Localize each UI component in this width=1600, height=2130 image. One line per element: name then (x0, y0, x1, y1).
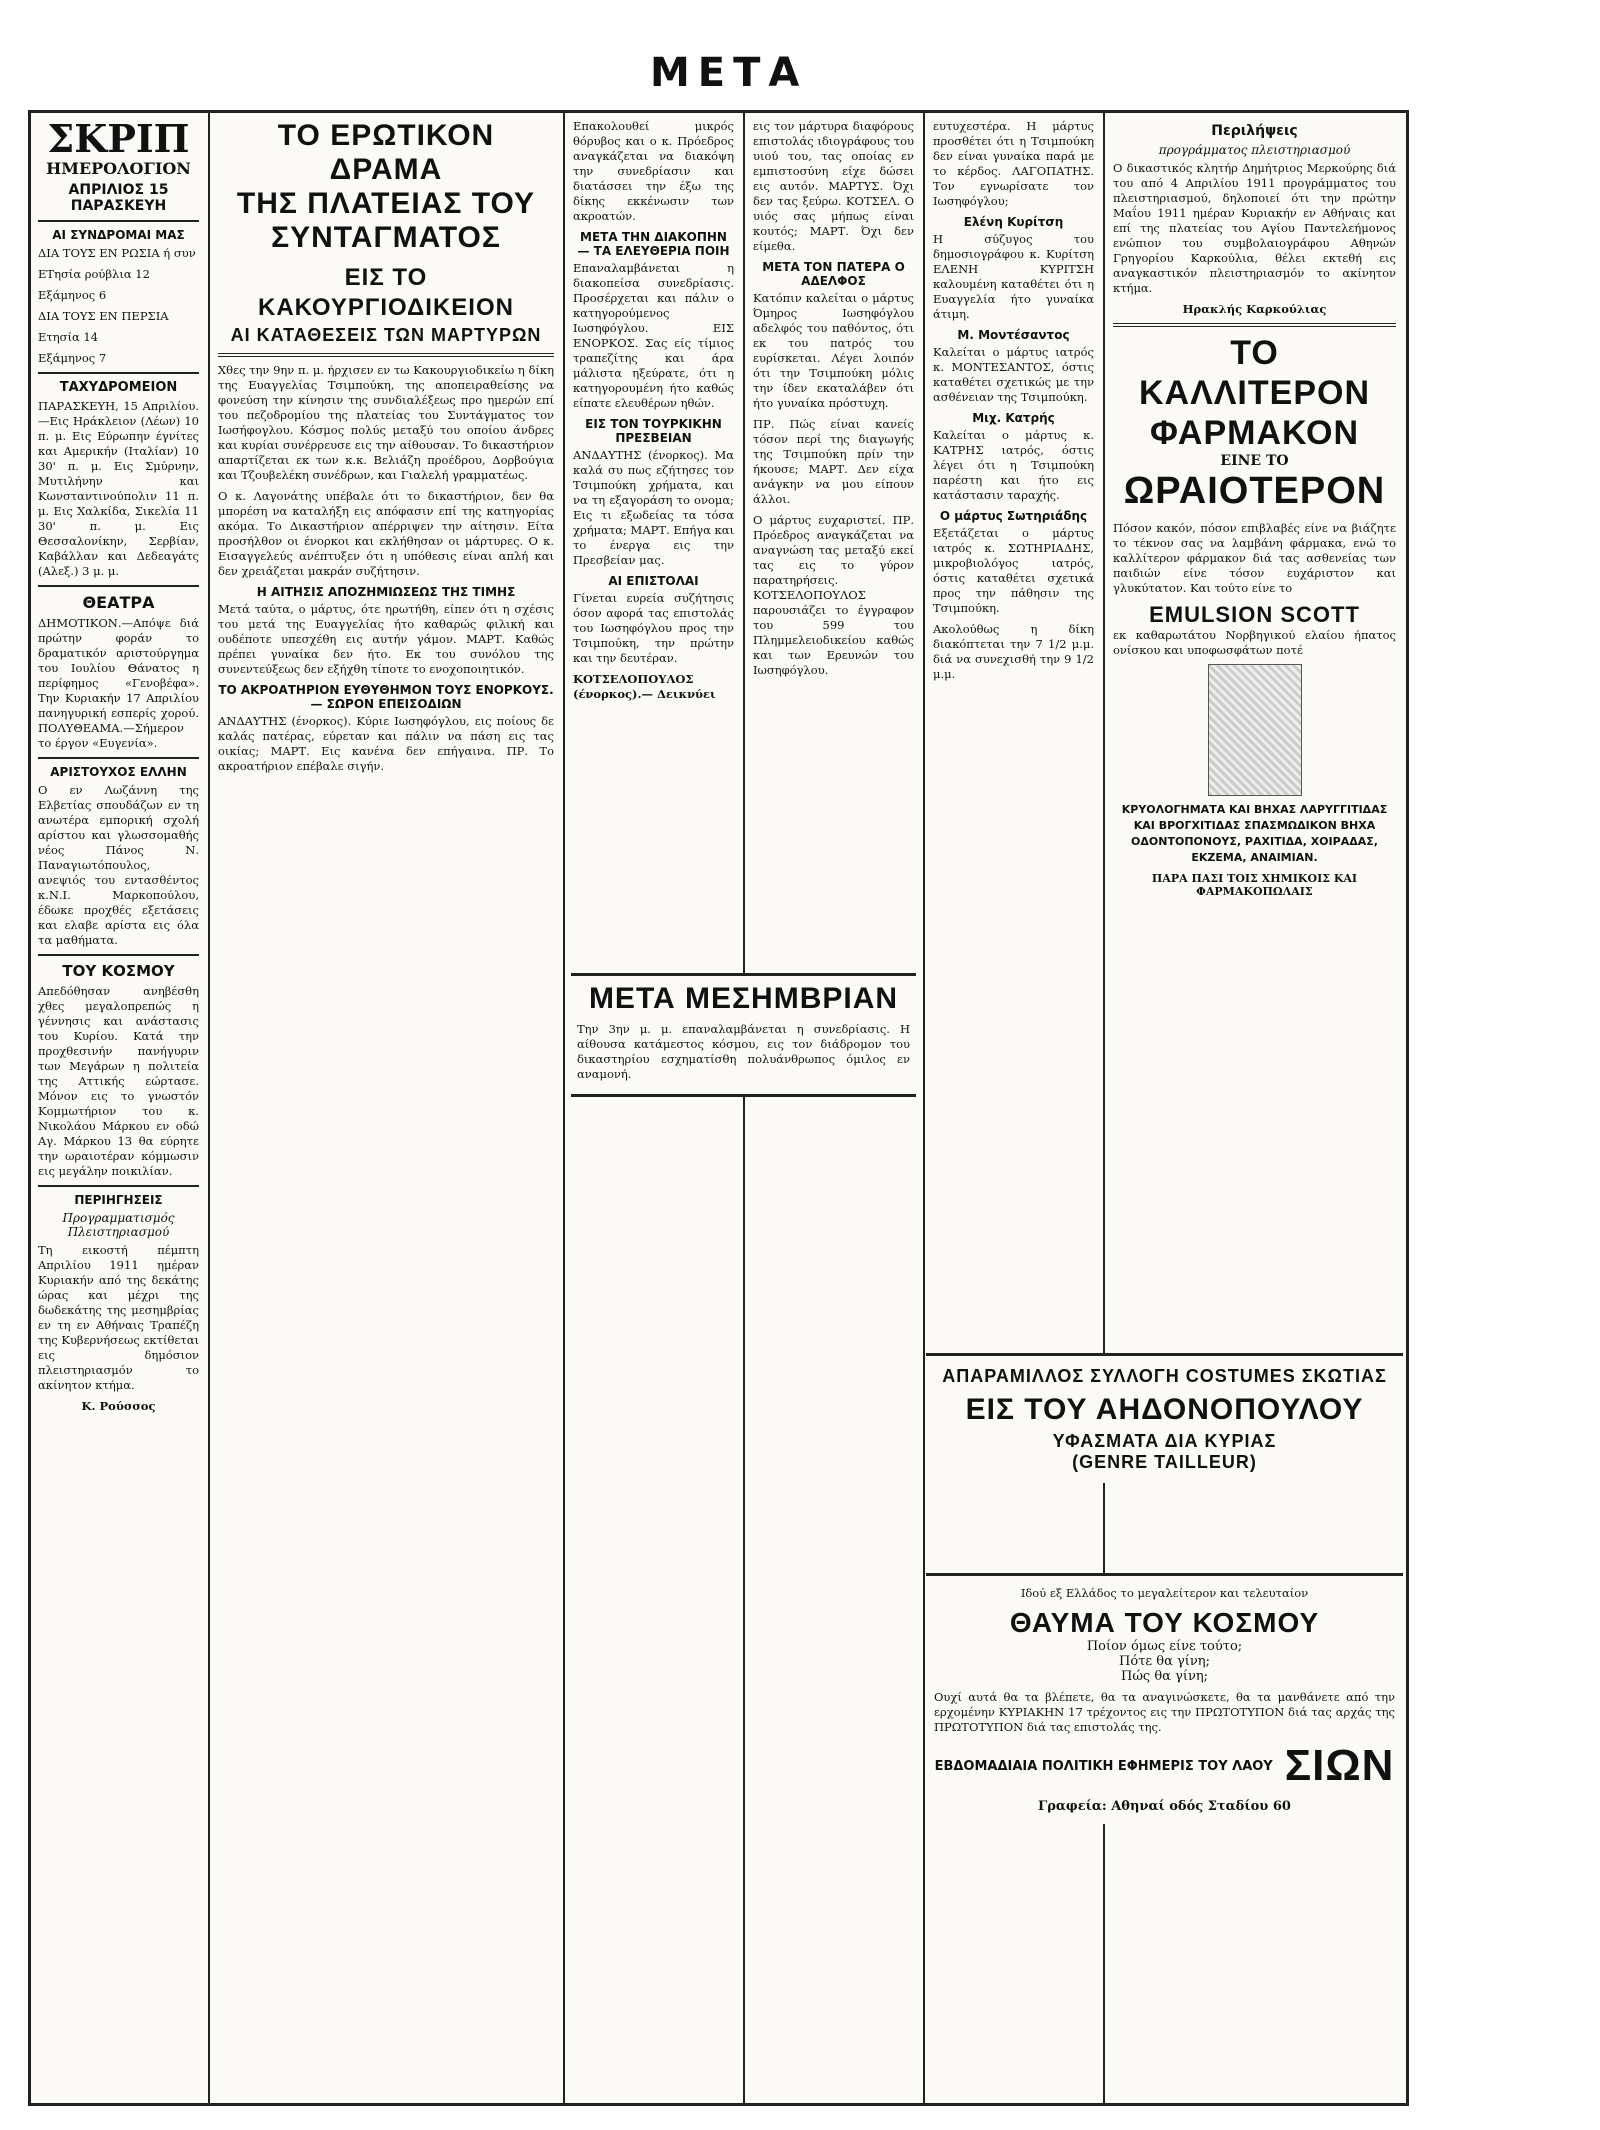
article-paragraph: Μετά ταύτα, ο μάρτυς, ότε ηρωτήθη, είπεν ότι η σχέσις του μετά της Ευαγγελίας ήτο καθαρώς φιλική και ουδέποτε υπεσχέθη εις αυτήν γάμον. ΜΑΡΤ. Καθώς πρέπει γυναίκα δεν ήτο. Εκ του συνόλου της συνεντεύξεως δεν εξήχθη τίποτε το ενοχοποιητικόν. (218, 602, 554, 676)
world-text: Απεδόθησαν ανηβέσθη χθες μεγαλοπρεπώς η γέννησις και ανάστασις του Κυρίου. Κατά την προχθεσινήν πανήγυριν των Μεγάρων η πολιτεία της Αττικής εώρτασε. Μόνον εις το γνωστόν Κομμωτήριον του κ. Νικολάου Μάρκου εν οδώ Αγ. Μάρκου 13 θα εύρητε την ωραιοτέραν κόμμωσιν εις μεγάλην ποικιλίαν. (38, 984, 199, 1178)
ad-question: Πώς θα γίνη; (1120, 1669, 1209, 1684)
column-3 (566, 113, 741, 2103)
series-heading: ΠΕΡΙΗΓΗΣΕΙΣ (74, 1193, 163, 1207)
ad-question: Ποίον όμως είνε τούτο; (1086, 1639, 1243, 1654)
ad-text: Πόσον κακόν, πόσον επιβλαβές είνε να βιάζητε το τέκνον σας να λαμβάνη φάρμακα, ενώ το καλλίτερον φάρμακον διά τας ασθενείας των παιδιών είνε τόσον ευχάριστον και γλυκύτατον. Και τούτο είνε το (1113, 521, 1396, 595)
fisherman-illustration (1208, 664, 1302, 796)
article-paragraph: ΑΝΔΑΥΤΗΣ (ένορκος). Κύριε Ιωσηφόγλου, εις ποίους δε καλάς πατέρας, εύρεταν και πάλιν να πάση εις τας οικίας; ΜΑΡΤ. Εις κανένα δεν επήγαινα. ΠΡ. Το ακροατήριον επέβαλε σιγήν. (218, 714, 554, 773)
ad-footer: ΠΑΡΑ ΠΑΣΙ ΤΟΙΣ ΧΗΜΙΚΟΙΣ ΚΑΙ ΦΑΡΜΑΚΟΠΩΛΑΙΣ (1151, 872, 1358, 898)
notice-heading: Περιλήψεις (1211, 123, 1298, 139)
ad-text-2: εκ καθαρωτάτου Νορβηγικού ελαίου ήπατος ονίσκου και υποφωσφάτων ποτέ (1113, 628, 1396, 657)
signature: ΚΟΤΣΕΛΟΠΟΥΛΟΣ (ένορκος).— Δεικνύει (573, 672, 716, 701)
article-paragraph: Καλείται ο μάρτυς κ. ΚΑΤΡΗΣ ιατρός, όστις λέγει ότι η Τσιμπούκη παρέστη και ήτο εις κατάστασιν ταραχής. (933, 428, 1094, 502)
ad-question: Πότε θα γίνη; (1119, 1654, 1210, 1669)
afternoon-heading-block (571, 973, 916, 1097)
ad-line: ΥΦΑΣΜΑΤΑ ΔΙΑ ΚΥΡΙΑΣ (1052, 1431, 1277, 1451)
column-4 (746, 113, 921, 2103)
notice-sub: προγράμματος πλειστηριασμού (1158, 143, 1351, 157)
wonder-ad (926, 1573, 1403, 1824)
paper-subtitle: ΗΜΕΡΟΛΟΓΙΟΝ (46, 159, 191, 178)
column-1 (31, 113, 206, 2103)
ad-title-2: ΩΡΑΙΟΤΕΡΟΝ (1123, 470, 1386, 512)
article-paragraph: Επαναλαμβάνεται η διακοπείσα συνεδρίασις. Προσέρχεται και πάλιν ο κατηγορούμενος Ιωσηφόγλου. ΕΙΣ ΕΝΟΡΚΟΣ. Σας είς τίμιος τραπεζίτης και άρα μάλιστα ηξεύρατε, ότι η κατηγορουμένη ήτο καθώς είπατε ελευθέρων ηθών. (573, 261, 734, 410)
section-heading: ΜΕΤΑ ΤΟΝ ΠΑΤΕΡΑ Ο ΑΔΕΛΦΟΣ (762, 260, 905, 288)
column-2 (211, 113, 561, 2103)
ad-paper-name: ΣΙΩΝ (1284, 1741, 1395, 1790)
subscriptions-line: ΔΙΑ ΤΟΥΣ ΕΝ ΠΕΡΣΙΑ (38, 309, 169, 323)
ad-brand: EMULSION SCOTT (1149, 602, 1360, 627)
ad-mid: ΕΙΝΕ ΤΟ (1220, 453, 1289, 469)
article-paragraph: Εξετάζεται ο μάρτυς ιατρός κ. ΣΩΤΗΡΙΑΔΗΣ, μικροβιολόγος ιατρός, όστις καταθέτει σχετικά προς την πάθησιν της Τσιμπούκη. (933, 526, 1094, 615)
subscriptions-line: Εξάμηνος 7 (38, 351, 107, 365)
subscriptions-heading: ΑΙ ΣΥΝΔΡΟΜΑΙ ΜΑΣ (52, 228, 185, 242)
notice-text: Ο δικαστικός κλητήρ Δημήτριος Μερκούρης διά του από 4 Απριλίου 1911 προγράμματος του πλειστηριασμού, δηλοποιεί ότι την πρώτην Μαΐου 1911 ημέραν Κυριακήν εν Αθήναις και επί της πλατείας του Αγίου Παντελεήμονος ενώπιον του συμβολαιογράφου Αθηνών Γρηγορίου Καρκούλια, θέλει εκτεθή εις αναγκαστικόν πλειστηριασμόν το ακίνητον κτήμα. (1113, 161, 1396, 295)
article-paragraph: Κατόπιν καλείται ο μάρτυς Όμηρος Ιωσηφόγλου αδελφός του παθόντος, ότι εκ του πατρός του ευρίσκεται. Λέγει λοιπόν ότι την Τσιμπούκη μόλις την ίδεν εκαταλάβεν ότι ήτο γυναίκα πρόστυχη. (753, 291, 914, 410)
section-heading: ΑΙ ΕΠΙΣΤΟΛΑΙ (608, 574, 699, 588)
article-paragraph: ευτυχεστέρα. Η μάρτυς προσθέτει ότι η Τσιμπούκη δεν είναι γυναίκα παρά με το κέρδος. ΛΑΓΟΠΑΤΗΣ. Τον εγνωρίσατε τον Ιωσηφόγλου; (933, 119, 1094, 208)
school-heading: ΑΡΙΣΤΟΥΧΟΣ ΕΛΛΗΝ (50, 765, 187, 779)
section-heading: Ελένη Κυρίτση (963, 215, 1064, 229)
article-title: ΤΟ ΕΡΩΤΙΚΟΝ ΔΡΑΜΑ (277, 119, 495, 186)
section-heading: ΤΟ ΑΚΡΟΑΤΗΡΙΟΝ ΕΥΘΥΘΗΜΟΝ ΤΟΥΣ ΕΝΟΡΚΟΥΣ.— ΣΩΡΟΝ ΕΠΕΙΣΟΔΙΩΝ (218, 683, 554, 711)
subscriptions-line: ΕΤησία ρούβλια 12 (38, 267, 150, 281)
article-title-2: ΤΗΣ ΠΛΑΤΕΙΑΣ ΤΟΥ ΣΥΝΤΑΓΜΑΤΟΣ (236, 187, 536, 254)
section-heading: Η ΑΙΤΗΣΙΣ ΑΠΟΖΗΜΙΩΣΕΩΣ ΤΗΣ ΤΙΜΗΣ (256, 585, 516, 599)
ad-list: ΚΡΥΟΛΟΓΗΜΑΤΑ ΚΑΙ ΒΗΧΑΣ ΛΑΡΥΓΓΙΤΙΔΑΣ ΚΑΙ ΒΡΟΓΧΙΤΙΔΑΣ ΣΠΑΣΜΩΔΙΚΟΝ ΒΗΧΑ ΟΔΟΝΤΟΠΟΝΟΥΣ, ΡΑΧΙΤΙΔΑ, ΧΟΙΡΑΔΑΣ, ΕΚΖΕΜΑ, ΑΝΑΙΜΙΑΝ. (1121, 803, 1388, 864)
article-title-4: ΑΙ ΚΑΤΑΘΕΣΕΙΣ ΤΩΝ ΜΑΡΤΥΡΩΝ (230, 325, 542, 345)
article-title-3: ΕΙΣ ΤΟ ΚΑΚΟΥΡΓΙΟΔΙΚΕΙΟΝ (258, 264, 514, 321)
article-paragraph: Καλείται ο μάρτυς ιατρός κ. ΜΟΝΤΕΣΑΝΤΟΣ, όστις καταθέτει σχετικώς με την ασθένειαν της Τσιμπούκη. (933, 345, 1094, 404)
article-paragraph: ΠΡ. Πώς είναι κανείς τόσον περί της διαγωγής της Τσιμπούκη πρίν την ήκουσε; ΜΑΡΤ. Δεν είχα ανάγκην να μου είπουν άλλοι. (753, 417, 914, 506)
series-sub: Προγραμματισμός Πλειστηριασμού (62, 1211, 175, 1239)
theatre-text: ΔΗΜΟΤΙΚΟΝ.—Απόψε διά πρώτην φοράν το δραματικόν αριστούργημα του Ιουλίου Θάνατος η περίφημος «Γενοβέφα». Την Κυριακήν 17 Απριλίου πανηγυρική εσπερίς χορού. ΠΟΛΥΘΕΑΜΑ.—Σήμερον το έργον «Ευγενία». (38, 616, 199, 750)
article-paragraph: Επακολουθεί μικρός θόρυβος και ο κ. Πρόεδρος αναγκάζεται να διακόψη την συνεδρίασιν και διατάσσει την έξω της δίκης εκκένωσιν των ακροατών. (573, 119, 734, 223)
article-paragraph: Χθες την 9ην π. μ. ήρχισεν εν τω Κακουργιοδικείω η δίκη της Ευαγγελίας Τσιμπούκη, της αποπειραθείσης να φονεύση την κίνησιν της συνδιαλέξεως προ ημερών επί του πεζοδρομίου της πλατείας του Συντάγματος τον Ιωσήφογλου. Κόσμος πολύς μεταξύ του οποίου άνδρες και κυρίαι συνέρρευσε εις την αίθουσαν. Το δικαστήριον απαρτίζεται εκ των κ.κ. Βελιάζη προέδρου, Δορβούγια και Τζουβελέκη συνέδρων, και Γιαλελή γραμματέως. (218, 363, 554, 482)
section-heading: Ο μάρτυς Σωτηριάδης (939, 509, 1088, 523)
masthead: ΜΕΤΑ (650, 50, 808, 96)
section-heading: ΜΕΤΑ ΤΗΝ ΔΙΑΚΟΠΗΝ — ΤΑ ΕΛΕΥΘΕΡΙΑ ΠΟΙΗ (577, 230, 730, 258)
world-heading: ΤΟΥ ΚΟΣΜΟΥ (62, 962, 175, 980)
article-paragraph: Γίνεται ευρεία συζήτησις όσον αφορά τας επιστολάς του Ιωσηφόγλου προς την Τσιμπούκη, την πρώτην και την δευτέραν. (573, 591, 734, 665)
ad-line: ΑΠΑΡΑΜΙΛΛΟΣ ΣΥΛΛΟΓΗ COSTUMES ΣΚΩΤΙΑΣ (942, 1366, 1387, 1386)
subscriptions-line: Ετησία 14 (38, 330, 99, 344)
afternoon-heading: ΜΕΤΑ ΜΕΣΗΜΒΡΙΑΝ (588, 982, 899, 1015)
ad-paper: ΕΒΔΟΜΑΔΙΑΙΑ ΠΟΛΙΤΙΚΗ ΕΦΗΜΕΡΙΣ ΤΟΥ ΛΑΟΥ (934, 1758, 1273, 1774)
post-text: ΠΑΡΑΣΚΕΥΗ, 15 Απριλίου.—Εις Ηράκλειον (Λέων) 10 π. μ. Εις Εύρωπην έγνίτες και Αμερικήν (Ιταλίαν) 10 30' π. μ. Εις Σμύρνην, Μυτιλήνην και Κωνσταντινούπολιν 11 π. μ. Εις Χαλκίδα, Σικελία 11 30' π. μ. Εις Θεσσαλονίκην, Σερβίαν, Καβάλλαν και Δεδεαγάτς (Αλεξ.) 3 μ. μ. (38, 399, 199, 578)
section-heading: Μιχ. Κατρής (972, 411, 1055, 425)
series-text: Τη εικοστή πέμπτη Απριλίου 1911 ημέραν Κυριακήν από της δεκάτης ώρας και μέχρι της δωδεκάτης της μεσημβρίας εν τη εν Αθήναις Τραπέζη της Κυβερνήσεως εκτίθεται εις δημόσιον πλειστηριασμόν το ακίνητον κτήμα. (38, 1243, 199, 1392)
article-paragraph: Ακολούθως η δίκη διακόπτεται την 7 1/2 μ.μ. διά να συνεχισθή την 9 1/2 μ.μ. (933, 622, 1094, 681)
ad-intro: Ιδού εξ Ελλάδος το μεγαλείτερον και τελευταίον (1020, 1586, 1309, 1600)
section-heading: ΕΙΣ ΤΟΝ ΤΟΥΡΚΙΚΗΝ ΠΡΕΣΒΕΙΑΝ (585, 417, 722, 445)
subscriptions-line: Εξάμηνος 6 (38, 288, 107, 302)
article-paragraph: Η σύζυγος του δημοσιογράφου κ. Κυρίτση ΕΛΕΝΗ ΚΥΡΙΤΣΗ καλουμένη καταθέτει ότι η Ευαγγελία ήτο γυναίκα άτιμη. (933, 232, 1094, 321)
signature: Κ. Ρούσσος (81, 1399, 156, 1413)
ad-footer: Γραφεία: Αθηναί οδός Σταδίου 60 (1038, 1799, 1291, 1814)
section-heading: Μ. Μοντέσαντος (957, 328, 1070, 342)
paper-title: ΣΚΡΙΠ (47, 116, 190, 161)
ad-text: Ουχί αυτά θα τα βλέπετε, θα τα αναγινώσκετε, θα τα μανθάνετε από την ερχομένην ΚΥΡΙΑΚΗΝ 17 τρέχοντος εις την ΠΡΩΤΟΤΥΠΟΝ διά τας αρχάς της ΠΡΩΤΟΤΥΠΟΝ διά τας επιστολάς της. (934, 1690, 1395, 1734)
costumes-ad (926, 1353, 1403, 1483)
theatre-heading: ΘΕΑΤΡΑ (82, 593, 155, 612)
newspaper-page (28, 110, 1409, 2106)
post-heading: ΤΑΧΥΔΡΟΜΕΙΟΝ (59, 380, 178, 395)
ad-line: ΕΙΣ ΤΟΥ ΑΗΔΟΝΟΠΟΥΛΟΥ (965, 1393, 1364, 1426)
article-paragraph: ΑΝΔΑΥΤΗΣ (ένορκος). Μα καλά συ πως εζήτησες τον Τσιμπούκη χρήματα, και να τη εξαγοράση το ονομα; Εις τι εξωδείας τα τόσα χρήματα; ΜΑΡΤ. Επήγα και το ένεργα εις την Πρεσβείαν μας. (573, 448, 734, 567)
school-text: Ο εν Λωζάννη της Ελβετίας σπουδάζων εν τη ανωτέρα εμπορική σχολή αρίστου και γλωσσομαθής νέος Πάνος Ν. Παναγιωτόπουλος, ανεψιός του εντασθέντος κ.Ν.Ι. Μαρκοπούλου, έδωκε προχθές εξετάσεις και ελαβε αρίστα εις όλα τα μαθήματα. (38, 783, 199, 947)
article-paragraph: Ο κ. Λαγονάτης υπέβαλε ότι το δικαστήριον, δεν θα μπορέση να καταλήξη εις απόφασιν επί της κατηγορίας ακόμα. Το Δικαστήριον απέρριψεν την αίτησιν. Είτα προσήλθον οι ένορκοι και εκλήθησαν οι μάρτυρες. Ο κ. Εισαγγελεύς ανέπτυξεν ότι η υπόθεσις είναι απλή και δεν χρειάζεται μακράν συζήτησιν. (218, 489, 554, 578)
signature: Ηρακλής Καρκούλιας (1182, 302, 1327, 316)
ad-title: ΘΑΥΜΑ ΤΟΥ ΚΟΣΜΟΥ (1009, 1607, 1320, 1638)
afternoon-text: Την 3ην μ. μ. επαναλαμβάνεται η συνεδρίασις. Η αίθουσα κατάμεστος κόσμου, εις τον διάδρομον του δικαστηρίου εσχηματίσθη πολυάνθρωπος όμιλος εν αναμονή. (577, 1022, 910, 1081)
ad-title: ΤΟ ΚΑΛΛΙΤΕΡΟΝ ΦΑΡΜΑΚΟΝ (1138, 334, 1371, 452)
date-line: ΑΠΡΙΛΙΟΣ 15 ΠΑΡΑΣΚΕΥΗ (68, 182, 169, 214)
article-paragraph: εις τον μάρτυρα διαφόρους επιστολάς ιδιογράφους του υιού του, τας οποίας εν εμπιστοσύνη είχε δώσει εις αυτόν. ΜΑΡΤΥΣ. Όχι δεν τας ξεύρω. ΚΟΤΣΕΛ. Ο υιός σας μήπως είναι κουτός; ΜΑΡΤ. Όχι δεν είμεθα. (753, 119, 914, 253)
article-paragraph: Ο μάρτυς ευχαριστεί. ΠΡ. Πρόεδρος αναγκάζεται να αναγνώση τας μεταξύ εκεί τας εις το γύρον παρατηρήσεις. ΚΟΤΣΕΛΟΠΟΥΛΟΣ παρουσιάζει το έγγραφον του 599 του Πλημμελειοδικείου καθώς και των Ερευνών του Ιωσηφόγλου. (753, 513, 914, 677)
ad-line: (GENRE TAILLEUR) (1072, 1452, 1257, 1472)
subscriptions-line: ΔΙΑ ΤΟΥΣ ΕΝ ΡΩΣΙΑ ή συν (38, 246, 196, 260)
